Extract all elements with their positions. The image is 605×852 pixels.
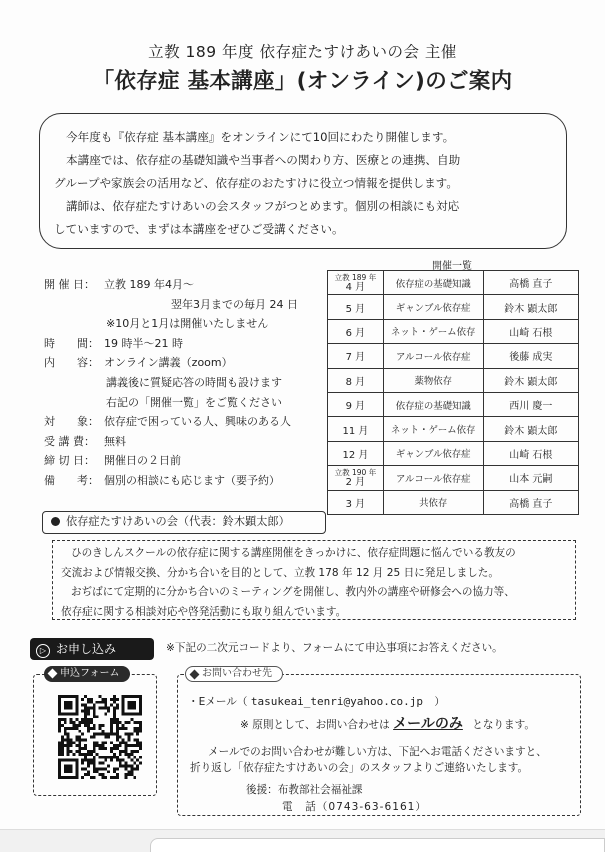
intro-box bbox=[39, 113, 567, 249]
email-prefix: ・Eメール（ bbox=[188, 696, 248, 708]
info-value: 右記の「開催一覧」をご覧ください bbox=[106, 395, 282, 409]
schedule-year-note: 立教 190 年 bbox=[334, 467, 377, 477]
schedule-month: 12 月 bbox=[328, 441, 384, 465]
org-desc-line: 交流および情報交換、分かち合いを目的として、立教 178 年 12 月 25 日に発足しました。 bbox=[61, 566, 499, 579]
info-value: ※10月と1月は開催いたしません bbox=[106, 317, 269, 331]
info-value: オンライン講義（zoom） bbox=[104, 356, 233, 370]
info-row-date bbox=[44, 275, 329, 295]
info-value: 開催日の２日前 bbox=[104, 454, 181, 468]
schedule-month: 11 月 bbox=[328, 417, 384, 441]
phone-note-line: メールでのお問い合わせが難しい方は、下記へお電話くださいますと、 bbox=[208, 746, 547, 758]
org-desc-line: 依存症に関する相談対応や啓発活動にも取り組んでいます。 bbox=[61, 605, 347, 618]
schedule-row bbox=[328, 295, 579, 319]
phone-note-line: 折り返し「依存症たすけあいの会」のスタッフよりご連絡いたします。 bbox=[190, 762, 529, 774]
bottom-edge bbox=[0, 829, 605, 852]
schedule-lecturer: 山崎 石根 bbox=[483, 441, 578, 465]
schedule-lecturer: 山本 元嗣 bbox=[483, 466, 578, 490]
schedule-lecturer: 西川 慶一 bbox=[483, 392, 578, 416]
org-desc-line: ひのきしんスクールの依存症に関する講座開催をきっかけに、依存症問題に悩んでいる教友の bbox=[71, 547, 516, 559]
schedule-topic: 共依存 bbox=[383, 490, 483, 514]
org-name: 依存症たすけあいの会（代表：鈴木顕太郎） bbox=[66, 515, 290, 528]
info-label: 受 講 費： bbox=[44, 434, 95, 448]
apply-button-label: お申し込み bbox=[56, 642, 117, 656]
schedule-month: 8 月 bbox=[328, 368, 384, 392]
schedule-table bbox=[327, 270, 579, 515]
diamond-icon bbox=[190, 669, 200, 679]
schedule-month: 6 月 bbox=[328, 319, 384, 343]
schedule-year-note: 立教 189 年 bbox=[334, 272, 377, 282]
info-row-fee bbox=[44, 432, 329, 452]
info-value: 19 時半～21 時 bbox=[104, 336, 183, 350]
schedule-row bbox=[328, 319, 579, 343]
info-label: 時 間： bbox=[44, 336, 99, 350]
schedule-topic: 依存症の基礎知識 bbox=[383, 392, 483, 416]
schedule-topic: アルコール依存症 bbox=[383, 466, 483, 490]
header-subtitle: 立教 189 年度 依存症たすけあいの会 主催 bbox=[148, 43, 457, 61]
schedule-month: 5 月 bbox=[328, 295, 384, 319]
schedule-row bbox=[328, 344, 579, 368]
schedule-lecturer: 鈴木 顕太郎 bbox=[483, 417, 578, 441]
bullet-icon bbox=[51, 517, 60, 526]
diamond-icon bbox=[48, 669, 58, 679]
schedule-row bbox=[328, 466, 579, 490]
info-row-content-cont bbox=[44, 393, 329, 413]
next-page-edge bbox=[150, 838, 605, 852]
schedule-row bbox=[328, 417, 579, 441]
play-icon: ▷ bbox=[36, 644, 50, 658]
schedule-row bbox=[328, 392, 579, 416]
info-value: 無料 bbox=[104, 434, 126, 448]
schedule-month bbox=[328, 466, 384, 490]
schedule-lecturer: 山崎 石根 bbox=[483, 319, 578, 343]
phone-number: 電 話（0743-63-6161） bbox=[282, 801, 428, 813]
sponsor: 後援：布教部社会福祉課 bbox=[246, 784, 363, 796]
info-value: 翌年3月までの毎月 24 日 bbox=[171, 297, 298, 311]
schedule-month bbox=[328, 271, 384, 295]
schedule-lecturer: 鈴木 顕太郎 bbox=[483, 295, 578, 319]
principle-line bbox=[240, 713, 535, 733]
info-label: 締 切 日： bbox=[44, 454, 95, 468]
schedule-month: 3 月 bbox=[328, 490, 384, 514]
schedule-lecturer: 高橋 直子 bbox=[483, 490, 578, 514]
info-row-deadline bbox=[44, 451, 329, 471]
schedule-topic: ギャンブル依存症 bbox=[383, 441, 483, 465]
info-row-target bbox=[44, 412, 329, 432]
email-suffix: ） bbox=[434, 696, 445, 708]
info-value: 個別の相談にも応じます（要予約） bbox=[104, 473, 280, 487]
info-label: 備 考： bbox=[44, 473, 99, 487]
schedule-topic: 依存症の基礎知識 bbox=[383, 271, 483, 295]
schedule-topic: ネット・ゲーム依存 bbox=[383, 417, 483, 441]
apply-note: ※下記の二次元コードより、フォームにて申込事項にお答えください。 bbox=[166, 642, 503, 654]
schedule-month: 7 月 bbox=[328, 344, 384, 368]
principle-prefix: ※ 原則として、お問い合わせは bbox=[240, 719, 390, 731]
info-row-date-note bbox=[44, 314, 329, 334]
schedule-topic: ネット・ゲーム依存 bbox=[383, 319, 483, 343]
schedule-lecturer: 後藤 成実 bbox=[483, 344, 578, 368]
intro-line: 本講座では、依存症の基礎知識や当事者への関わり方、医療との連携、自助 bbox=[66, 153, 461, 167]
info-value: 講義後に質疑応答の時間も設けます bbox=[106, 375, 282, 389]
mail-only-emphasis: メールのみ bbox=[393, 716, 463, 732]
schedule-row bbox=[328, 271, 579, 295]
info-value: 立教 189 年4月～ bbox=[104, 278, 194, 291]
event-info bbox=[44, 275, 329, 491]
org-name-tag bbox=[42, 511, 326, 534]
info-row-content bbox=[44, 353, 329, 373]
contact-label: お問い合わせ先 bbox=[185, 666, 283, 682]
schedule-lecturer: 鈴木 顕太郎 bbox=[483, 368, 578, 392]
info-value: 依存症で困っている人、興味のある人 bbox=[104, 415, 291, 429]
intro-line: していますので、まずは本講座をぜひご受講ください。 bbox=[54, 222, 344, 236]
schedule-topic: ギャンブル依存症 bbox=[383, 295, 483, 319]
intro-line: グループや家族会の活用など、依存症のおたすけに役立つ情報を提供します。 bbox=[54, 176, 458, 190]
info-label: 開 催 日： bbox=[44, 278, 95, 291]
intro-line: 講師は、依存症たすけあいの会スタッフがつとめます。個別の相談にも対応 bbox=[66, 199, 460, 213]
org-description bbox=[52, 540, 576, 620]
info-row-notes bbox=[44, 471, 329, 491]
schedule-month-label: 4 月 bbox=[345, 281, 366, 293]
form-label: 申込フォーム bbox=[44, 666, 130, 682]
intro-line: 今年度も『依存症 基本講座』をオンラインにて10回にわたり開催します。 bbox=[66, 130, 455, 144]
schedule-month: 9 月 bbox=[328, 392, 384, 416]
info-row-date-cont bbox=[44, 295, 329, 315]
schedule-lecturer: 高橋 直子 bbox=[483, 271, 578, 295]
principle-suffix: となります。 bbox=[472, 719, 535, 731]
schedule-topic: 薬物依存 bbox=[383, 368, 483, 392]
schedule-row bbox=[328, 441, 579, 465]
page-title: 「依存症 基本講座」(オンライン)のご案内 bbox=[92, 69, 513, 94]
schedule-row bbox=[328, 490, 579, 514]
schedule-title: 開催一覧 bbox=[432, 261, 472, 272]
schedule-month-label: 2 月 bbox=[345, 476, 366, 488]
info-label: 内 容： bbox=[44, 356, 99, 370]
schedule-topic: アルコール依存症 bbox=[383, 344, 483, 368]
email-line bbox=[188, 694, 445, 709]
email-address[interactable]: tasukeai_tenri@yahoo.co.jp bbox=[250, 695, 424, 708]
apply-button[interactable] bbox=[30, 638, 154, 660]
org-desc-line: おぢばにて定期的に分かち合いのミーティングを開催し、教内外の講座や研修会への協力等、 bbox=[71, 586, 515, 599]
schedule-row bbox=[328, 368, 579, 392]
info-row-content-cont bbox=[44, 373, 329, 393]
qr-code-icon[interactable] bbox=[58, 695, 142, 779]
info-label: 対 象： bbox=[44, 415, 99, 429]
info-row-time bbox=[44, 334, 329, 354]
